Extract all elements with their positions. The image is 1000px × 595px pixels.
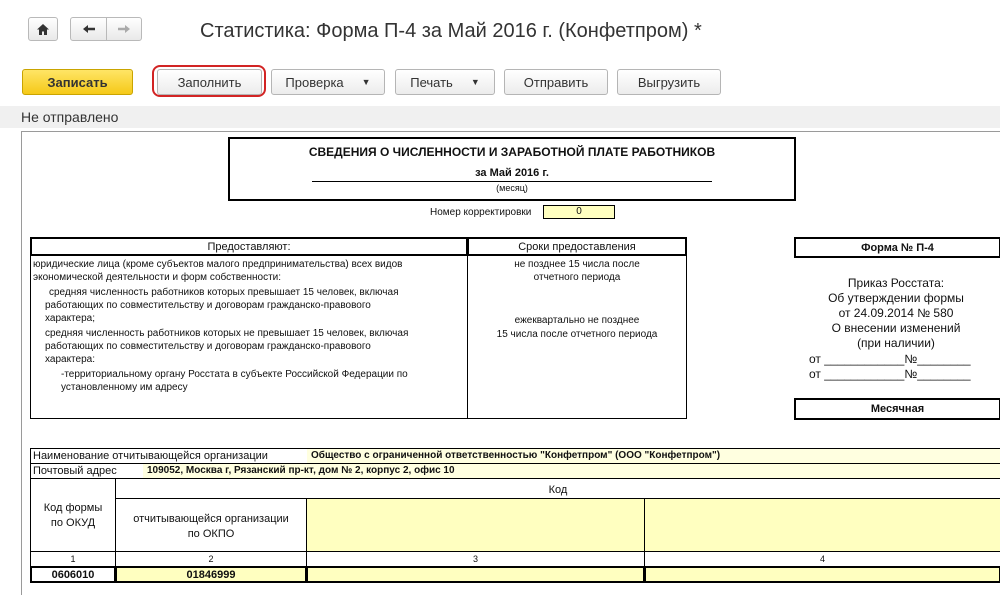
col-number-label: 1 <box>70 554 76 564</box>
order-line: О внесении изменений <box>831 321 961 335</box>
code-col4-header <box>644 498 1000 552</box>
org-label: Наименование отчитывающейся организации <box>33 450 268 462</box>
address-row <box>30 463 1000 479</box>
col-number-label: 4 <box>819 554 825 564</box>
status-bar: Не отправлено <box>0 106 1000 128</box>
providers-line: характера: <box>45 354 95 365</box>
order-line: от 24.09.2014 № 580 <box>838 306 954 320</box>
providers-header-label: Предоставляют: <box>207 241 291 253</box>
form-number: Форма № П-4 <box>861 242 934 254</box>
providers-line: работающих по совместительству и договорам гражданско-правового <box>45 300 371 311</box>
order-ref-line: от ____________№________ <box>809 352 971 366</box>
col-number <box>30 551 116 567</box>
deadline-text: ежеквартально не позднее <box>514 315 640 326</box>
okpo-value: 01846999 <box>186 569 236 581</box>
providers-line: экономической деятельности и форм собственности: <box>33 272 282 283</box>
providers-line: установленному им адресу <box>61 382 188 393</box>
periodicity-box <box>794 398 1000 420</box>
providers-header <box>30 237 468 256</box>
col-number-label: 2 <box>208 554 214 564</box>
okpo-header <box>115 498 307 552</box>
save-button[interactable]: Записать <box>22 69 133 95</box>
col-number <box>306 551 645 567</box>
form-header-box <box>228 137 796 201</box>
forward-button[interactable] <box>106 17 142 41</box>
providers-line: характера; <box>45 313 95 324</box>
home-button[interactable] <box>28 17 58 41</box>
deadlines-header <box>467 237 687 256</box>
org-value: Общество с ограниченной ответственностью "Конфетпром" (ООО "Конфетпром") <box>311 450 721 461</box>
correction-value: 0 <box>576 206 582 217</box>
correction-label: Номер корректировки <box>430 207 532 218</box>
providers-line: работающих по совместительству и договорам гражданско-правового <box>45 341 371 352</box>
okud-header-text: по ОКУД <box>50 517 96 529</box>
period-caption: (месяц) <box>496 183 528 193</box>
deadline-text: не позднее 15 числа после <box>514 259 640 270</box>
export-button[interactable]: Выгрузить <box>617 69 721 95</box>
col-number <box>115 551 307 567</box>
dropdown-arrow-icon: ▼ <box>361 77 371 87</box>
col-number <box>644 551 1000 567</box>
address-label: Почтовый адрес <box>33 465 117 477</box>
form-number-box <box>794 237 1000 258</box>
providers-line: -территориальному органу Росстата в субъекте Российской Федерации по <box>61 369 408 380</box>
okpo-header-text: отчитывающейся организации <box>133 513 289 525</box>
okpo-cell[interactable] <box>115 566 307 583</box>
dropdown-arrow-icon: ▼ <box>470 77 480 87</box>
okud-cell[interactable] <box>30 566 116 583</box>
org-row <box>30 448 1000 464</box>
code-header <box>115 478 1000 499</box>
code-col3-cell[interactable] <box>306 566 645 583</box>
deadline-text: 15 числа после отчетного периода <box>496 329 658 340</box>
order-line: Приказ Росстата: <box>847 276 945 290</box>
forward-arrow-icon <box>117 24 131 34</box>
providers-body <box>30 255 468 419</box>
form-period: за Май 2016 г. <box>475 167 549 179</box>
correction-field[interactable] <box>543 205 615 219</box>
back-button[interactable] <box>70 17 107 41</box>
code-col3-header <box>306 498 645 552</box>
address-value: 109052, Москва г, Рязанский пр-кт, дом № 2, корпус 2, офис 10 <box>147 465 455 476</box>
order-line: Об утверждении формы <box>828 291 964 305</box>
period-underline <box>312 181 712 182</box>
form-sheet <box>21 131 1000 595</box>
okud-value: 0606010 <box>51 569 95 581</box>
form-heading: СВЕДЕНИЯ О ЧИСЛЕННОСТИ И ЗАРАБОТНОЙ ПЛАТЕ РАБОТНИКОВ <box>308 145 716 159</box>
periodicity: Месячная <box>870 403 925 415</box>
okud-header <box>30 478 116 552</box>
fill-button-highlight <box>152 65 266 97</box>
okpo-header-text: по ОКПО <box>187 528 235 540</box>
org-field[interactable] <box>307 449 1000 463</box>
providers-line: юридические лица (кроме субъектов малого предпринимательства) всех видов <box>33 259 403 270</box>
fill-button[interactable]: Заполнить <box>157 69 262 95</box>
providers-line: средняя численность работников которых превышает 15 человек, включая <box>49 287 399 298</box>
address-field[interactable] <box>143 464 1000 478</box>
col-number-label: 3 <box>472 554 478 564</box>
print-button-label: Печать <box>410 74 453 90</box>
order-line: (при наличии) <box>857 336 935 350</box>
okud-header-text: Код формы <box>43 502 103 514</box>
window-title: Статистика: Форма П-4 за Май 2016 г. (Конфетпром) * <box>200 20 702 42</box>
send-button[interactable]: Отправить <box>504 69 608 95</box>
code-col4-cell[interactable] <box>644 566 1000 583</box>
order-ref-line: от ____________№________ <box>809 367 971 381</box>
deadline-text: отчетного периода <box>533 272 621 283</box>
check-button-label: Проверка <box>285 74 344 90</box>
back-arrow-icon <box>82 24 96 34</box>
home-icon <box>36 23 50 36</box>
check-button[interactable] <box>271 69 385 95</box>
deadlines-body <box>467 255 687 419</box>
print-button[interactable] <box>395 69 495 95</box>
code-header-label: Код <box>548 484 568 496</box>
deadlines-header-label: Сроки предоставления <box>518 241 636 253</box>
providers-line: средняя численность работников которых не превышает 15 человек, включая <box>45 328 409 339</box>
